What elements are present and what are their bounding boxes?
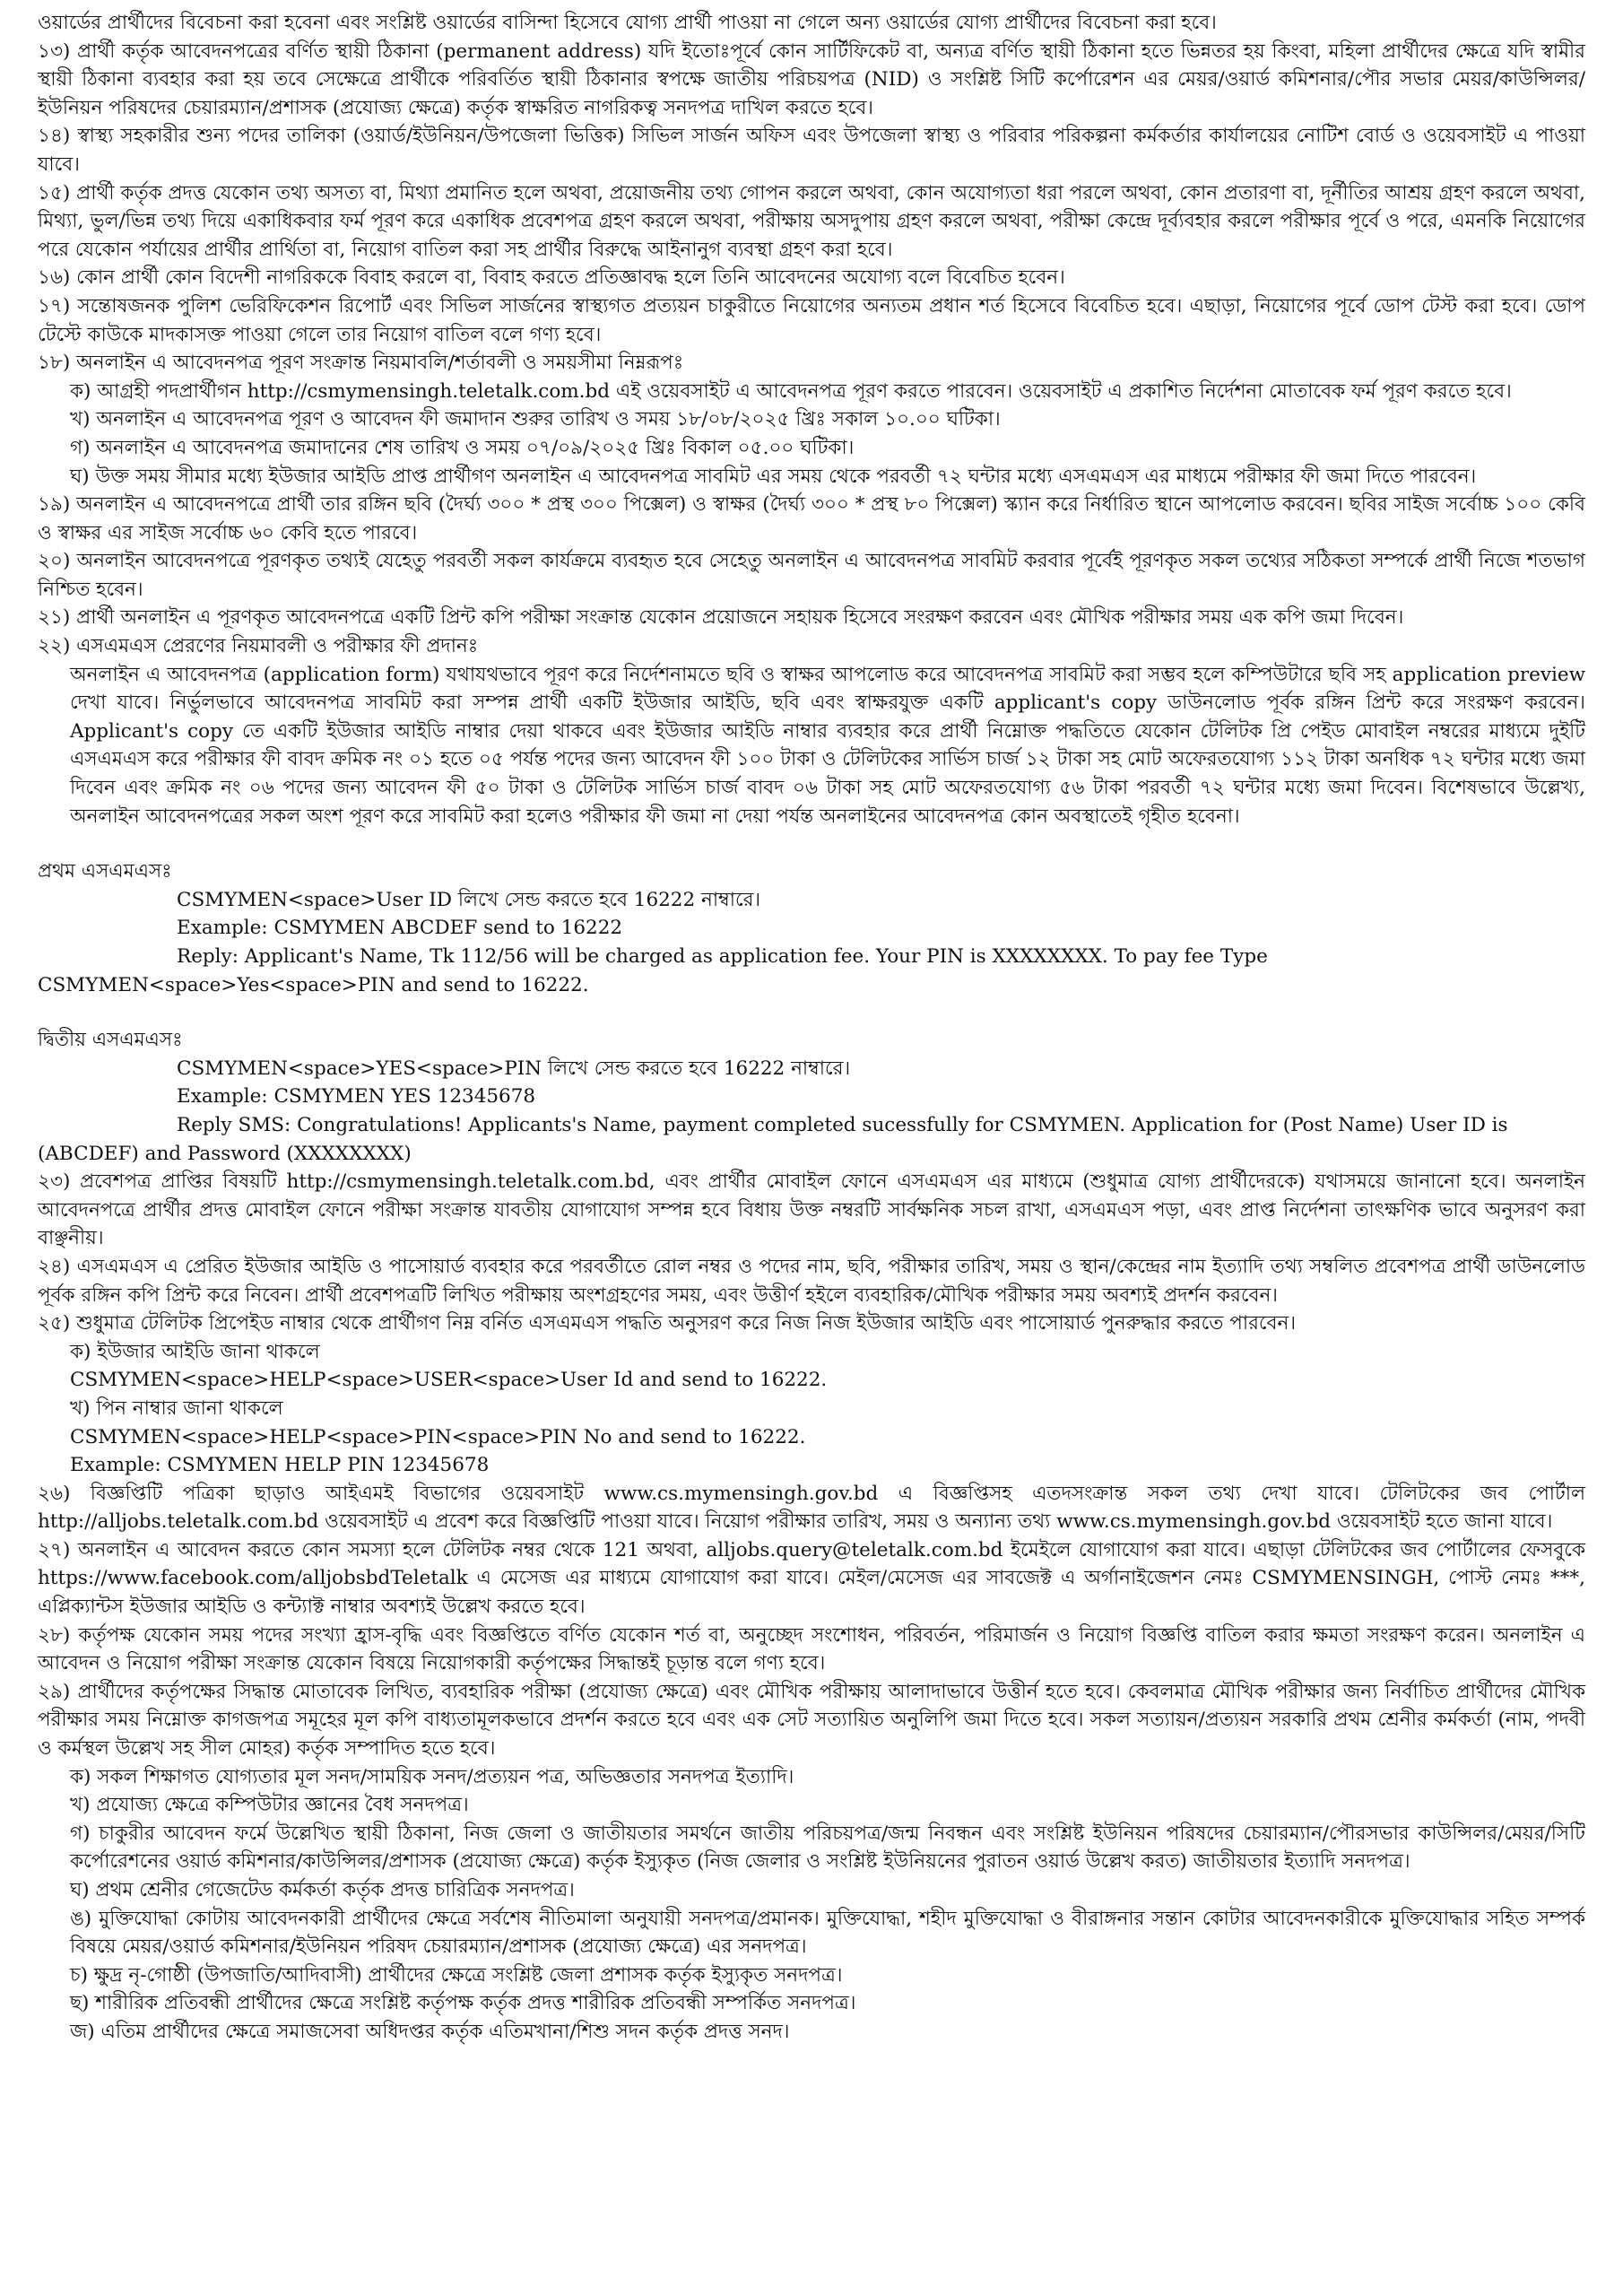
clause-13: ১৩) প্রার্থী কর্তৃক আবেদনপত্রের বর্ণিত স্থায়ী ঠিকানা (permanent address) যদি ইতোঃপূর্বে কোন সার্টিফিকেট বা, অন্যত্র বর্ণিত স্থায়ী ঠিকানা হতে ভিন্নতর হয় কিংবা, মহিলা প্রার্থীদের ক্ষেত্রে যদি স্বামীর স্থায়ী ঠিকানা ব্যবহার করা হয় তবে সেক্ষেত্রে প্রার্থীকে পরিবর্তিত স্থায়ী ঠিকানার স্বপক্ষে জাতীয় পরিচয়পত্র (NID) ও সংশ্লিষ্ট সিটি কর্পোরেশন এর মেয়র/ওয়ার্ড কমিশনার/পৌর সভার মেয়র/কাউন্সিলর/ইউনিয়ন পরিষদের চেয়ারম্যান/প্রশাসক (প্রযোজ্য ক্ষেত্রে) কর্তৃক স্বাক্ষরিত নাগরিকত্ব সনদপত্র দাখিল করতে হবে।	[38, 39, 1586, 119]
sms2-reply: Reply SMS: Congratulations! Applicants's Name, payment completed sucessfully for CSMYMEN. Application for (Post Name) User ID is	[177, 1113, 1508, 1136]
clause-25-ka-command: CSMYMEN<space>HELP<space>USER<space>User Id and send to 16222.	[70, 1369, 828, 1392]
clause-29-cha: চ) ক্ষুদ্র নৃ-গোষ্ঠী (উপজাতি/আদিবাসী) প্রার্থীদের ক্ষেত্রে সংশ্লিষ্ট জেলা প্রশাসক কর্তৃক ইস্যুকৃত সনদপত্র।	[70, 1963, 843, 1987]
clause-29: ২৯) প্রার্থীদের কর্তৃপক্ষের সিদ্ধান্ত মোতাবেক লিখিত, ব্যবহারিক পরীক্ষা (প্রযোজ্য ক্ষেত্রে) এবং মৌখিক পরীক্ষায় আলাদাভাবে উত্তীর্ন হতে হবে। কেবলমাত্র মৌখিক পরীক্ষার জন্য নির্বাচিত প্রার্থীদের মৌখিক পরীক্ষার সময় নিম্নোক্ত কাগজপত্র সমূহের মূল কপি বাধ্যতামূলকভাবে প্রদর্শন করতে হবে এবং এক সেট সত্যায়িত অনুলিপি জমা দিতে হবে। সকল সত্যায়ন/প্রত্যয়ন সরকারি প্রথম শ্রেনীর কর্মকর্তা (নাম, পদবী ও কর্মস্থল উল্লেখ সহ সীল মোহর) কর্তৃক সম্পাদিত হতে হবে।	[38, 1680, 1585, 1761]
clause-21: ২১) প্রার্থী অনলাইন এ পূরণকৃত আবেদনপত্রে একটি প্রিন্ট কপি পরীক্ষা সংক্রান্ত যেকোন প্রয়োজনে সহায়ক হিসেবে সংরক্ষণ করবেন এবং মৌখিক পরীক্ষার সময় এক কপি জমা দিবেন।	[38, 606, 1404, 630]
clause-23: ২৩) প্রবেশপত্র প্রাপ্তির বিষয়টি http://csmymensingh.teletalk.com.bd, এবং প্রার্থীর মোবাইল ফোনে এসএমএস এর মাধ্যমে (শুধুমাত্র যোগ্য প্রার্থীদেরকে) যথাসময়ে জানানো হবে। অনলাইন আবেদনপত্রে প্রার্থীর প্রদত্ত মোবাইল ফোনে পরীক্ষা সংক্রান্ত যাবতীয় যোগাযোগ সম্পন্ন হবে বিধায় উক্ত নম্বরটি সার্বক্ষনিক সচল রাখা, এসএমএস পড়া, এবং প্রাপ্ত নির্দেশনা তাৎক্ষণিক ভাবে অনুসরণ করা বাঞ্ছনীয়।	[38, 1170, 1585, 1250]
clause-20: ২০) অনলাইন আবেদনপত্রে পূরণকৃত তথ্যই যেহেতু পরবর্তী সকল কার্যক্রমে ব্যবহৃত হবে সেহেতু অনলাইন এ আবেদনপত্র সাবমিট করবার পূর্বেই পূরণকৃত সকল তথ্যের সঠিকতা সম্পর্কে প্রার্থী নিজে শতভাগ নিশ্চিত হবেন।	[38, 550, 1585, 601]
clause-29-gha: ঘ) প্রথম শ্রেনীর গেজেটেড কর্মকর্তা কর্তৃক প্রদত্ত চারিত্রিক সনদপত্র।	[70, 1879, 575, 1901]
clause-22: ২২) এসএমএস প্রেরণের নিয়মাবলী ও পরীক্ষার ফী প্রদানঃ	[38, 635, 479, 658]
clause-18: ১৮) অনলাইন এ আবেদনপত্র পূরণ সংক্রান্ত নিয়মাবলি/শর্তাবলী ও সময়সীমা নিম্নরূপঃ	[38, 352, 684, 375]
sms1-label: প্রথম এসএমএসঃ	[38, 860, 172, 883]
sms2-command: CSMYMEN<space>YES<space>PIN লিখে সেন্ড করতে হবে 16222 নাম্বারে।	[177, 1057, 851, 1080]
sms2-example: Example: CSMYMEN YES 12345678	[177, 1085, 536, 1109]
clause-25: ২৫) শুধুমাত্র টেলিটক প্রিপেইড নাম্বার থেকে প্রার্থীগণ নিম্ন বর্নিত এসএমএস পদ্ধতি অনুসরণ করে নিজ নিজ ইউজার আইডি এবং পাসোয়ার্ড পুনরুদ্ধার করতে পারবেন।	[38, 1312, 1297, 1335]
clause-15: ১৫) প্রার্থী কর্তৃক প্রদত্ত যেকোন তথ্য অসত্য বা, মিথ্যা প্রমানিত হলে অথবা, প্রয়োজনীয় তথ্য গোপন করলে অথবা, কোন অযোগ্যতা ধরা পরলে অথবা, কোন প্রতারণা বা, দূর্নীতির আশ্রয় গ্রহণ করলে অথবা, মিথ্যা, ভুল/ভিন্ন তথ্য দিয়ে একাধিকবার ফর্ম পূরণ করে একাধিক প্রবেশপত্র গ্রহণ করলে অথবা, পরীক্ষায় অসদুপায় গ্রহণ করলে অথবা, পরীক্ষা কেন্দ্রে দূর্ব্যবহার করলে পরীক্ষার পূর্বে ও পরে, এমনকি নিয়োগের পরে যেকোন পর্যায়ের প্রার্থীর প্রার্থিতা বা, নিয়োগ বাতিল করা সহ প্রার্থীর বিরুদ্ধে আইনানুগ ব্যবস্থা গ্রহণ করা হবে।	[38, 181, 1585, 261]
clause-29-chha: ছ) শারীরিক প্রতিবন্ধী প্রার্থীদের ক্ষেত্রে সংশ্লিষ্ট কর্তৃপক্ষ কর্তৃক প্রদত্ত শারীরিক প্রতিবন্ধী সম্পর্কিত সনদপত্র।	[70, 1992, 856, 2015]
clause-29-uma: ঙ) মুক্তিযোদ্ধা কোটায় আবেদনকারী প্রার্থীদের ক্ষেত্রে সর্বশেষ নীতিমালা অনুযায়ী সনদপত্র/প্রমানক। মুক্তিযোদ্ধা, শহীদ মুক্তিযোদ্ধা ও বীরাঙ্গনার সন্তান কোটার আবেদনকারীকে মুক্তিযোদ্ধার সহিত সম্পর্ক বিষয়ে মেয়র/ওয়ার্ড কমিশনার/ইউনিয়ন পরিষদ চেয়ারম্যান/প্রশাসক (প্রযোজ্য ক্ষেত্রে) এর সনদপত্র।	[70, 1907, 1585, 1959]
clause-29-ga: গ) চাকুরীর আবেদন ফর্মে উল্লেখিত স্থায়ী ঠিকানা, নিজ জেলা ও জাতীয়তার সমর্থনে জাতীয় পরিচয়পত্র/জন্ম নিবন্ধন এবং সংশ্লিষ্ট ইউনিয়ন পরিষদের চেয়ারম্যান/পৌরসভার কাউন্সিলর/মেয়র/সিটি কর্পোরেশনের ওয়ার্ড কমিশনার/কাউন্সিলর/প্রশাসক (প্রযোজ্য ক্ষেত্রে) কর্তৃক ইস্যুকৃত (নিজ জেলার ও সংশ্লিষ্ট ইউনিয়নের পুরাতন ওয়ার্ড উল্লেখ করত) জাতীয়তার ইত্যাদি সনদপত্র।	[70, 1822, 1585, 1874]
clause-25-kha-command: CSMYMEN<space>HELP<space>PIN<space>PIN No and send to 16222.	[70, 1425, 806, 1448]
clause-29-ja: জ) এতিম প্রার্থীদের ক্ষেত্রে সমাজসেবা অধিদপ্তর কর্তৃক এতিমখানা/শিশু সদন কর্তৃক প্রদত্ত সনদ।	[70, 2020, 790, 2043]
clause-24: ২৪) এসএমএস এ প্রেরিত ইউজার আইডি ও পাসোয়ার্ড ব্যবহার করে পরবর্তীতে রোল নম্বর ও পদের নাম, ছবি, পরীক্ষার তারিখ, সময় ও স্থান/কেন্দ্রের নাম ইত্যাদি তথ্য সম্বলিত প্রবেশপত্র প্রার্থী ডাউনলোড পূর্বক রঙ্গিন কপি প্রিন্ট করে নিবেন। প্রার্থী প্রবেশপত্রটি লিখিত পরীক্ষায় অংশগ্রহণের সময়, এবং উত্তীর্ণ হইলে ব্যবহারিক/মৌখিক পরীক্ষার সময় অবশ্যই প্রদর্শন করবেন।	[38, 1255, 1585, 1307]
clause-19: ১৯) অনলাইন এ আবেদনপত্রে প্রার্থী তার রঙ্গিন ছবি (দৈর্ঘ্য ৩০০ * প্রস্থ ৩০০ পিক্সেল) ও স্বাক্ষর (দৈর্ঘ্য ৩০০ * প্রস্থ ৮০ পিক্সেল) স্ক্যান করে নির্ধারিত স্থানে আপলোড করবেন। ছবির সাইজ সর্বোচ্চ ১০০ কেবি ও স্বাক্ষর এর সাইজ সর্বোচ্চ ৬০ কেবি হতে পারবে।	[38, 493, 1585, 544]
clause-18-kha: খ) অনলাইন এ আবেদনপত্র পূরণ ও আবেদন ফী জমাদান শুরুর তারিখ ও সময় ১৮/০৮/২০২৫ খ্রিঃ সকাল ১০.০০ ঘটিকা।	[70, 408, 1001, 431]
sms1-example: Example: CSMYMEN ABCDEF send to 16222	[177, 917, 623, 940]
sms2-reply-cont: (ABCDEF) and Password (XXXXXXXX)	[38, 1142, 412, 1165]
clause-26: ২৬) বিজ্ঞপ্তিটি পত্রিকা ছাড়াও আইএমই বিভাগের ওয়েবসাইট www.cs.mymensingh.gov.bd এ বিজ্ঞপ্তিসহ এতদসংক্রান্ত সকল তথ্য দেখা যাবে। টেলিটকের জব পোর্টাল http://alljobs.teletalk.com.bd ওয়েবসাইট এ প্রবেশ করে বিজ্ঞপ্তিটি পাওয়া যাবে। নিয়োগ পরীক্ষার তারিখ, সময় ও অন্যান্য তথ্য www.cs.mymensingh.gov.bd ওয়েবসাইট হতে জানা যাবে।	[38, 1482, 1585, 1534]
clause-22-body: অনলাইন এ আবেদনপত্র (application form) যথাযথভাবে পূরণ করে নির্দেশনামতে ছবি ও স্বাক্ষর আপলোড করে আবেদনপত্র সাবমিট করা সম্ভব হলে কম্পিউটারে ছবি সহ application preview দেখা যাবে। নির্ভুলভাবে আবেদনপত্র সাবমিট করা সম্পন্ন প্রার্থী একটি ইউজার আইডি, ছবি এবং স্বাক্ষরযুক্ত একটি applicant's copy ডাউনলোড পূর্বক রঙ্গিন প্রিন্ট করে সংরক্ষণ করবেন। Applicant's copy তে একটি ইউজার আইডি নাম্বার দেয়া থাকবে এবং ইউজার আইডি নাম্বার ব্যবহার করে প্রার্থী নিম্নোক্ত পদ্ধতিতে যেকোন টেলিটক প্রি পেইড মোবাইল নম্বরের মাধ্যমে দুইটি এসএমএস করে পরীক্ষার ফী বাবদ ক্রমিক নং ০১ হতে ০৫ পর্যন্ত পদের জন্য আবেদন ফী ১০০ টাকা ও টেলিটকের সার্ভিস চার্জ ১২ টাকা সহ মোট অফেরতযোগ্য ১১২ টাকা অনধিক ৭২ ঘন্টার মধ্যে জমা দিবেন এবং ক্রমিক নং ০৬ পদের জন্য আবেদন ফী ৫০ টাকা ও টেলিটক সার্ভিস চার্জ বাবদ ০৬ টাকা সহ মোট অফেরতযোগ্য ৫৬ টাকা পরবর্তী ৭২ ঘন্টার মধ্যে জমা দিবেন। বিশেষভাবে উল্লেখ্য, অনলাইন আবেদনপত্রের সকল অংশ পূরণ করে সাবমিট করা হলেও পরীক্ষার ফী জমা না দেয়া পর্যন্ত অনলাইনের আবেদনপত্র কোন অবস্থাতেই গৃহীত হবেনা।	[70, 663, 1585, 828]
clause-18-ka: ক) আগ্রহী পদপ্রার্থীগন http://csmymensingh.teletalk.com.bd এই ওয়েবসাইট এ আবেদনপত্র পূরণ করতে পারবেন। ওয়েবসাইট এ প্রকাশিত নির্দেশনা মোতাবেক ফর্ম পূরণ করতে হবে।	[70, 379, 1512, 403]
clause-17: ১৭) সন্তোষজনক পুলিশ ভেরিফিকেশন রিপোর্ট এবং সিভিল সার্জনের স্বাস্থ্যগত প্রত্যয়ন চাকুরীতে নিয়োগের অন্যতম প্রধান শর্ত হিসেবে বিবেচিত হবে। এছাড়া, নিয়োগের পূর্বে ডোপ টেস্ট করা হবে। ডোপ টেস্টে কাউকে মাদকাসক্ত পাওয়া গেলে তার নিয়োগ বাতিল বলে গণ্য হবে।	[38, 294, 1585, 346]
clause-25-kha-example: Example: CSMYMEN HELP PIN 12345678	[70, 1454, 490, 1477]
clause-25-ka: ক) ইউজার আইডি জানা থাকলে	[70, 1340, 320, 1363]
clause-29-kha: খ) প্রযোজ্য ক্ষেত্রে কম্পিউটার জ্ঞানের বৈধ সনদপত্র।	[70, 1794, 469, 1817]
clause-27: ২৭) অনলাইন এ আবেদন করতে কোন সমস্যা হলে টেলিটক নম্বর থেকে 121 অথবা, alljobs.query@teletalk.com.bd ইমেইলে যোগাযোগ করা যাবে। এছাড়া টেলিটকের জব পোর্টালের ফেসবুকে https://www.facebook.com/alljobsbdTeletalk এ মেসেজ এর মাধ্যমে যোগাযোগ করা যাবে। মেইল/মেসেজ এর সাবজেক্ট এ অর্গানাইজেশন নেমঃ CSMYMENSINGH, পোস্ট নেমঃ ***, এপ্লিক্যান্টস ইউজার আইডি ও কন্ট্যাক্ট নাম্বার অবশ্যই উল্লেখ করতে হবে।	[38, 1538, 1585, 1619]
clause-18-gha: ঘ) উক্ত সময় সীমার মধ্যে ইউজার আইডি প্রাপ্ত প্রার্থীগণ অনলাইন এ আবেদনপত্র সাবমিট এর সময় থেকে পরবর্তী ৭২ ঘন্টার মধ্যে এসএমএস এর মাধ্যমে পরীক্ষার ফী জমা দিতে পারবেন।	[70, 465, 1477, 488]
clause-25-kha: খ) পিন নাম্বার জানা থাকলে	[70, 1396, 283, 1420]
sms1-reply-cont: CSMYMEN<space>Yes<space>PIN and send to 16222.	[38, 973, 589, 996]
clause-14: ১৪) স্বাস্থ্য সহকারীর শুন্য পদের তালিকা (ওয়ার্ড/ইউনিয়ন/উপজেলা ভিত্তিক) সিভিল সার্জন অফিস এবং উপজেলা স্বাস্থ্য ও পরিবার পরিকল্পনা কর্মকর্তার কার্যালয়ের নোটিশ বোর্ড ও ওয়েবসাইট এ পাওয়া যাবে।	[38, 125, 1585, 176]
sms1-reply: Reply: Applicant's Name, Tk 112/56 will be charged as application fee. Your PIN is XXXXXXXX. To pay fee Type	[177, 945, 1268, 968]
clause-16: ১৬) কোন প্রার্থী কোন বিদেশী নাগরিককে বিবাহ করলে বা, বিবাহ করতে প্রতিজ্ঞাবদ্ধ হলে তিনি আবেদনের অযোগ্য বলে বিবেচিত হবেন।	[38, 266, 1065, 290]
sms2-label: দ্বিতীয় এসএমএসঃ	[38, 1029, 183, 1052]
clause-29-ka: ক) সকল শিক্ষাগত যোগ্যতার মূল সনদ/সাময়িক সনদ/প্রত্যয়ন পত্র, অভিজ্ঞতার সনদপত্র ইত্যাদি।	[70, 1765, 794, 1788]
clause-18-ga: গ) অনলাইন এ আবেদনপত্র জমাদানের শেষ তারিখ ও সময় ০৭/০৯/২০২৫ খ্রিঃ বিকাল ০৫.০০ ঘটিকা।	[70, 436, 855, 459]
paragraph-intro: ওয়ার্ডের প্রার্থীদের বিবেচনা করা হবেনা এবং সংশ্লিষ্ট ওয়ার্ডের বাসিন্দা হিসেবে যোগ্য প্রার্থী পাওয়া না গেলে অন্য ওয়ার্ডের যোগ্য প্রার্থীদের বিবেচনা করা হবে।	[38, 12, 1217, 34]
clause-28: ২৮) কর্তৃপক্ষ যেকোন সময় পদের সংখ্যা হ্রাস-বৃদ্ধি এবং বিজ্ঞপ্তিতে বর্ণিত যেকোন শর্ত বা, অনুচ্ছেদ সংশোধন, পরিবর্তন, পরিমার্জন ও নিয়োগ বিজ্ঞপ্তি বাতিল করার ক্ষমতা সংরক্ষণ করেন। অনলাইন এ আবেদন ও নিয়োগ পরীক্ষা সংক্রান্ত যেকোন বিষয়ে নিয়োগকারী কর্তৃপক্ষের সিদ্ধান্তই চূড়ান্ত বলে গণ্য হবে।	[38, 1623, 1585, 1675]
sms1-command: CSMYMEN<space>User ID লিখে সেন্ড করতে হবে 16222 নাম্বারে।	[177, 888, 761, 911]
